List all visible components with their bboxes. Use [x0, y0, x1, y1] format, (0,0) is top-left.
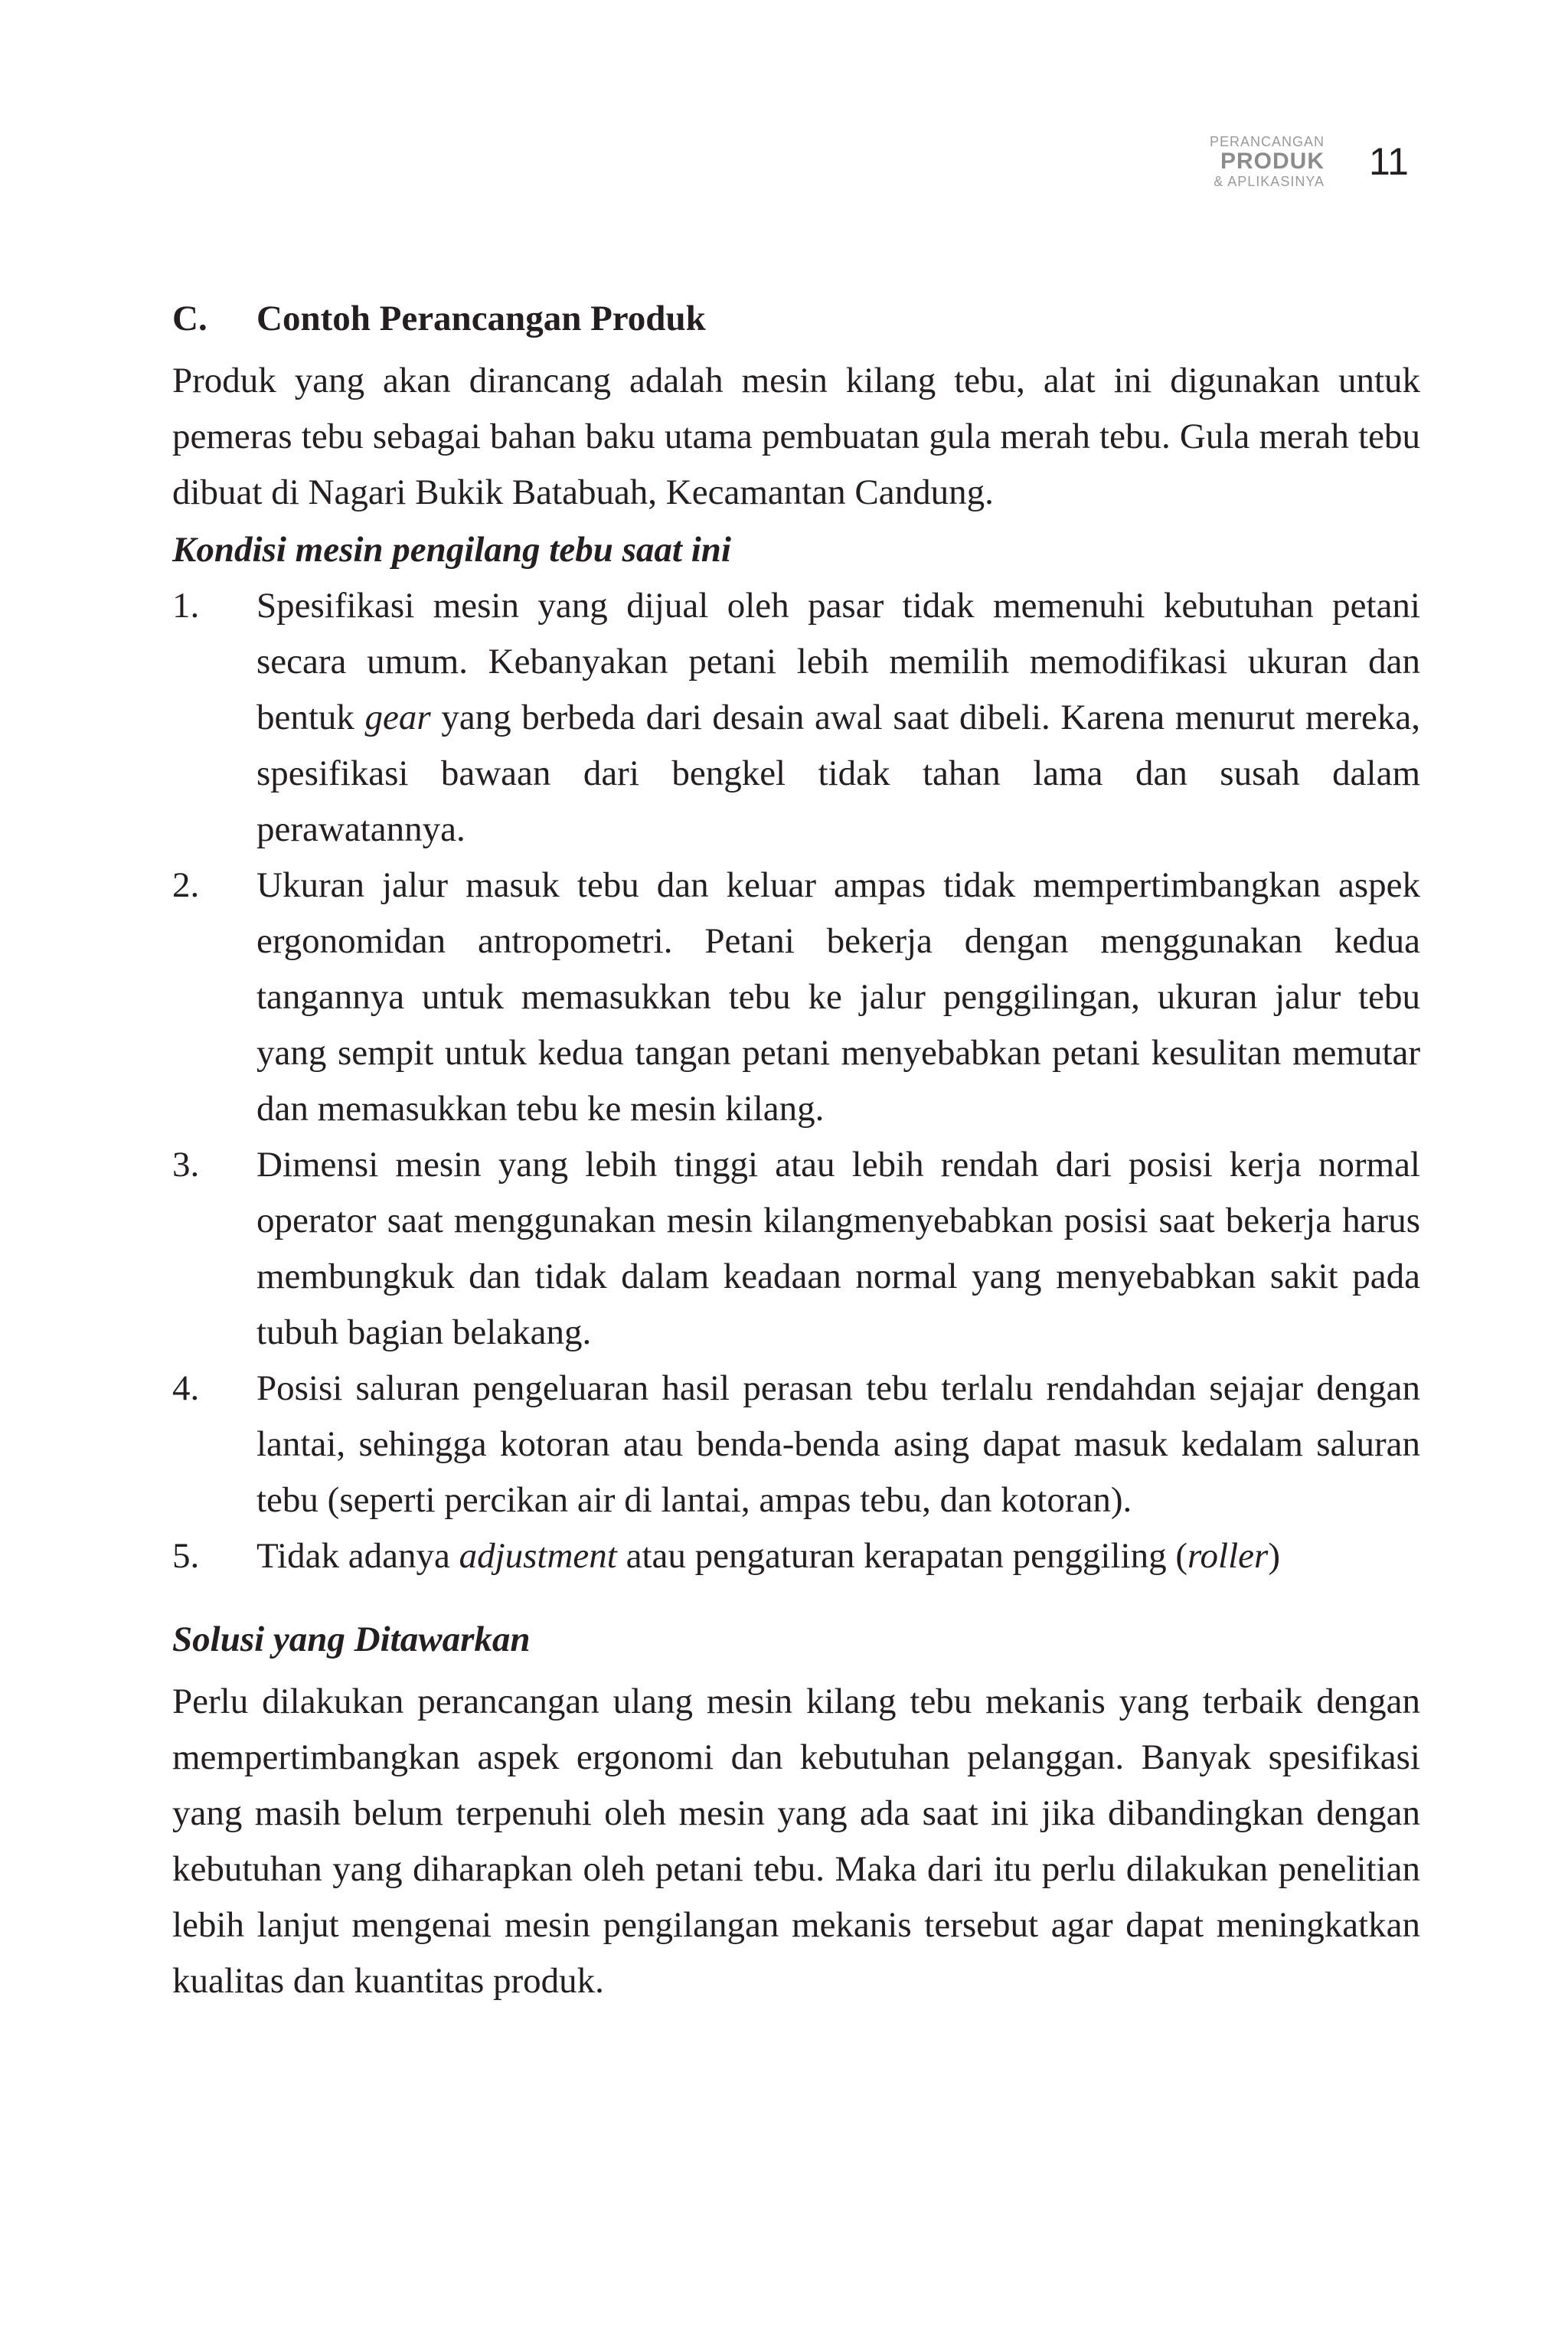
- section-letter: C.: [172, 299, 207, 338]
- solution-heading: Solusi yang Ditawarkan: [172, 1619, 531, 1659]
- intro-paragraph: Produk yang akan dirancang adalah mesin kilang tebu, alat ini digunakan untuk pemeras tebu sebagai bahan baku utama pembuatan gula merah tebu. Gula merah tebu dibuat di Nagari Bukik Batabuah, Kecamantan Candung.: [172, 361, 1420, 512]
- list-item-number: 3.: [172, 1145, 200, 1185]
- section-title: Contoh Perancangan Produk: [256, 299, 706, 338]
- list-item: [172, 1361, 1420, 1528]
- running-head-line1: PERANCANGAN: [1209, 134, 1325, 149]
- running-head-line3: & APLIKASINYA: [1214, 174, 1325, 189]
- list-item: [172, 1137, 1420, 1361]
- page-content: [172, 291, 1420, 2009]
- running-head-line2: PRODUK: [1220, 149, 1325, 174]
- running-head: [1210, 135, 1325, 188]
- page-number: 11: [1369, 140, 1409, 183]
- list-item-text: Dimensi mesin yang lebih tinggi atau lebih rendah dari posisi kerja normal operator saat menggunakan mesin kilangmenyebabkan posisi saat bekerja harus membungkuk dan tidak dalam keadaan normal yang menyebabkan sakit pada tubuh bagian belakang.: [256, 1145, 1420, 1352]
- section-heading: [172, 291, 1420, 347]
- list-item-number: 5.: [172, 1536, 200, 1576]
- list-item: [172, 858, 1420, 1137]
- list-item-number: 2.: [172, 865, 200, 905]
- list-item-text: Ukuran jalur masuk tebu dan keluar ampas tidak mempertimbangkan aspek ergonomidan antropometri. Petani bekerja dengan menggunakan kedua tangannya untuk memasukkan tebu ke jalur penggilingan, ukuran jalur tebu yang sempit untuk kedua tangan petani menyebabkan petani kesulitan memutar dan memasukkan tebu ke mesin kilang.: [256, 865, 1420, 1129]
- condition-heading: Kondisi mesin pengilang tebu saat ini: [172, 530, 731, 570]
- list-item-number: 4.: [172, 1368, 200, 1408]
- list-item-number: 1.: [172, 586, 200, 626]
- solution-paragraph: Perlu dilakukan perancangan ulang mesin kilang tebu mekanis yang terbaik dengan mempertimbangkan aspek ergonomi dan kebutuhan pelanggan. Banyak spesifikasi yang masih belum terpenuhi oleh mesin yang ada saat ini jika dibandingkan dengan kebutuhan yang diharapkan oleh petani tebu. Maka dari itu perlu dilakukan penelitian lebih lanjut mengenai mesin pengilangan mekanis tersebut agar dapat meningkatkan kualitas dan kuantitas produk.: [172, 1682, 1420, 2001]
- list-item-text: Posisi saluran pengeluaran hasil perasan tebu terlalu rendahdan sejajar dengan lantai, sehingga kotoran atau benda-benda asing dapat masuk kedalam saluran tebu (seperti percikan air di lantai, ampas tebu, dan kotoran).: [256, 1368, 1420, 1520]
- condition-list: [172, 578, 1420, 1584]
- list-item-text: Tidak adanya adjustment atau pengaturan kerapatan penggiling (roller): [256, 1536, 1280, 1576]
- list-item-text: Spesifikasi mesin yang dijual oleh pasar tidak memenuhi kebutuhan petani secara umum. Kebanyakan petani lebih memilih memodifikasi ukuran dan bentuk gear yang berbeda dari desain awal saat dibeli. Karena menurut mereka, spesifikasi bawaan dari bengkel tidak tahan lama dan susah dalam perawatannya.: [256, 586, 1420, 849]
- list-item: [172, 1528, 1420, 1584]
- list-item: [172, 578, 1420, 858]
